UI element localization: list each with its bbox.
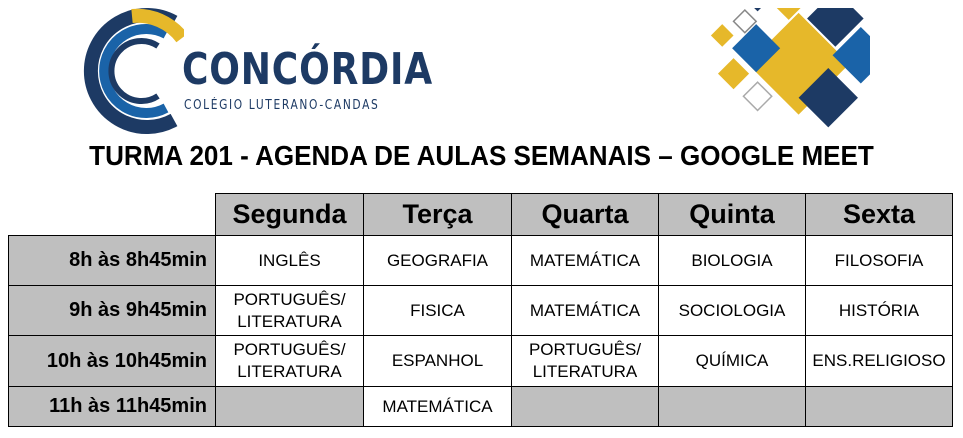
concordia-ring-icon	[74, 8, 184, 134]
brand-subtitle: COLÉGIO LUTERANO-CANDAS	[184, 98, 380, 113]
day-header: Segunda	[216, 194, 364, 236]
day-header: Sexta	[806, 194, 953, 236]
class-cell: INGLÊS	[216, 236, 364, 286]
decorative-squares-icon	[650, 8, 870, 134]
table-row	[9, 286, 953, 336]
class-cell: PORTUGUÊS/ LITERATURA	[216, 336, 364, 387]
time-slot: 9h às 9h45min	[9, 286, 216, 336]
class-cell: ESPANHOL	[364, 336, 512, 387]
class-cell: QUÍMICA	[659, 336, 806, 387]
class-cell: ENS.RELIGIOSO	[806, 336, 953, 387]
class-cell: PORTUGUÊS/ LITERATURA	[512, 336, 659, 387]
class-cell: GEOGRAFIA	[364, 236, 512, 286]
class-cell: FISICA	[364, 286, 512, 336]
day-header: Quinta	[659, 194, 806, 236]
class-cell: FILOSOFIA	[806, 236, 953, 286]
class-cell: PORTUGUÊS/ LITERATURA	[216, 286, 364, 336]
class-cell: SOCIOLOGIA	[659, 286, 806, 336]
time-slot: 10h às 10h45min	[9, 336, 216, 387]
class-cell: MATEMÁTICA	[512, 236, 659, 286]
table-row	[9, 236, 953, 286]
page-title: TURMA 201 - AGENDA DE AULAS SEMANAIS – GOOGLE MEET	[89, 140, 874, 171]
time-slot: 8h às 8h45min	[9, 236, 216, 286]
class-cell: MATEMÁTICA	[364, 387, 512, 427]
day-header: Quarta	[512, 194, 659, 236]
schedule-table	[8, 193, 953, 427]
corner-cell	[9, 194, 216, 236]
class-cell: HISTÓRIA	[806, 286, 953, 336]
empty-cell	[806, 387, 953, 427]
day-header-row	[9, 194, 953, 236]
day-header: Terça	[364, 194, 512, 236]
table-row	[9, 336, 953, 387]
empty-cell	[512, 387, 659, 427]
time-slot: 11h às 11h45min	[9, 387, 216, 427]
table-row	[9, 387, 953, 427]
brand-name: CONCÓRDIA	[182, 44, 433, 95]
empty-cell	[216, 387, 364, 427]
school-logo	[74, 8, 433, 134]
class-cell: MATEMÁTICA	[512, 286, 659, 336]
class-cell: BIOLOGIA	[659, 236, 806, 286]
empty-cell	[659, 387, 806, 427]
